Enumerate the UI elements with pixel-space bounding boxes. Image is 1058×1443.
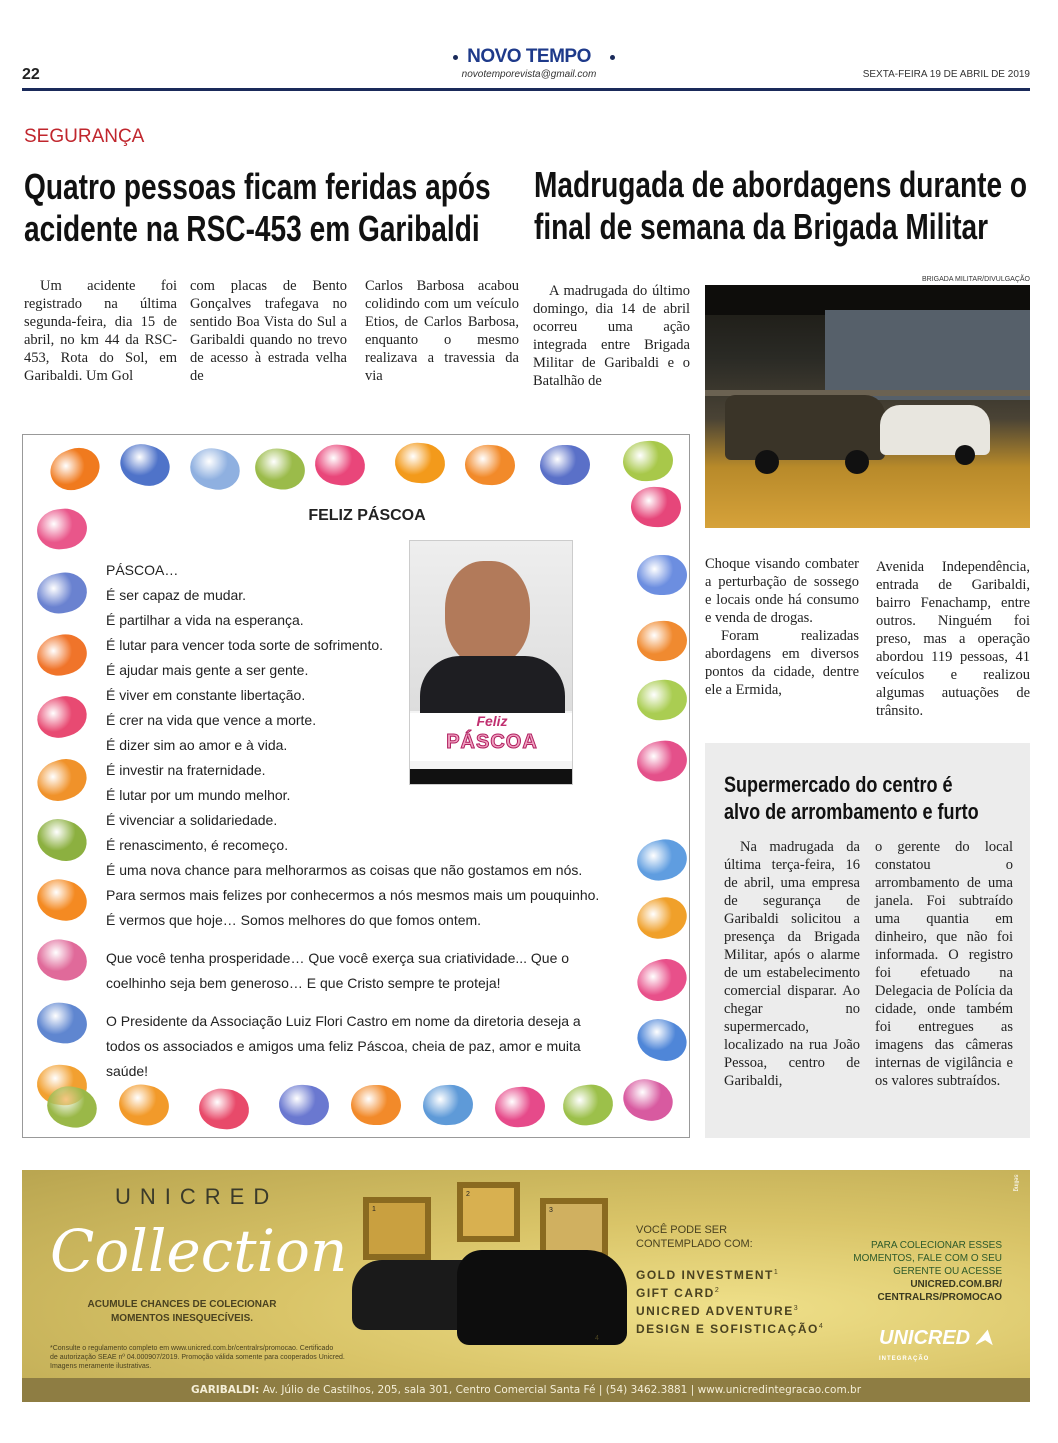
article3-col1 bbox=[724, 838, 860, 1090]
article2-col2 bbox=[876, 558, 1030, 720]
easter-egg-icon bbox=[32, 753, 92, 807]
prize-footnote: 3 bbox=[793, 1305, 800, 1312]
poem-line: É uma nova chance para melhorarmos as coisas que não gostamos em nós. bbox=[106, 862, 583, 878]
headline-line: Supermercado do centro é bbox=[724, 772, 953, 797]
intro-line: CONTEMPLADO COM: bbox=[636, 1238, 753, 1250]
easter-egg-icon bbox=[351, 1085, 402, 1126]
easter-egg-icon bbox=[197, 1086, 252, 1132]
prize-item bbox=[636, 1265, 824, 1283]
article2-lead bbox=[533, 282, 690, 390]
easter-egg-icon bbox=[622, 439, 675, 482]
poem-line: É ser capaz de mudar. bbox=[106, 587, 247, 603]
easter-egg-icon bbox=[312, 442, 367, 489]
prize-name: DESIGN E SOFISTICAÇÃO bbox=[636, 1322, 819, 1336]
paragraph: Um acidente foi registrado na última segunda-feira, dia 15 de abril, no km 44 da RSC-453, Rota do Sol, em Garibaldi. Um Gol bbox=[24, 278, 177, 384]
easter-egg-icon bbox=[45, 442, 106, 497]
easter-egg-icon bbox=[632, 1013, 690, 1067]
easter-wish bbox=[106, 946, 569, 996]
ad-brand-script: Collection bbox=[50, 1217, 348, 1285]
easter-egg-icon bbox=[33, 874, 92, 926]
ad-cta bbox=[853, 1239, 1002, 1304]
poem-line: É vermos que hoje… Somos melhores do que fomos ontem. bbox=[106, 912, 482, 928]
article1-col3 bbox=[365, 277, 519, 385]
poem-line: É vivenciar a solidariedade. bbox=[106, 812, 278, 828]
easter-egg-icon bbox=[116, 1081, 172, 1129]
poem-line: É ajudar mais gente a ser gente. bbox=[106, 662, 309, 678]
easter-egg-icon bbox=[636, 620, 688, 663]
gold-frame bbox=[457, 1182, 520, 1242]
disclaimer-line: *Consulte o regulamento completo em www.unicred.com.br/centralrs/promocao. Certificado bbox=[50, 1345, 334, 1352]
easter-egg-icon bbox=[635, 677, 689, 722]
paragraph: Foram realizadas abordagens em diversos pontos da cidade, dentre ele a Ermida, bbox=[705, 628, 859, 698]
poem-line: É viver em constante libertação. bbox=[106, 687, 306, 703]
prize-item bbox=[636, 1283, 824, 1301]
message-line: todos os associados e amigos uma feliz Páscoa, cheia de paz, amor e muita bbox=[106, 1038, 581, 1054]
easter-egg-icon bbox=[633, 892, 690, 944]
paragraph: o gerente do local constatou o arrombamento de uma janela. Foi subtraído uma quantia em dinheiro, que não foi informada. O registro foi efetuado na Delegacia de Polícia da cidade, onde também foi entregues as imagens das câmeras internas de vigilância e os valores subtraídos. bbox=[875, 839, 1013, 1089]
issue-date: SEXTA-FEIRA 19 DE ABRIL DE 2019 bbox=[862, 69, 1030, 80]
masthead-dot bbox=[453, 55, 458, 60]
logo-subtitle: INTEGRAÇÃO bbox=[879, 1356, 930, 1362]
police-photo bbox=[705, 285, 1030, 528]
prize-name: GIFT CARD bbox=[636, 1286, 715, 1300]
suv-image bbox=[457, 1250, 627, 1345]
paragraph: Choque visando combater a perturbação de sossego e locais onde há consumo e venda de drogas. bbox=[705, 556, 859, 626]
easter-egg-icon bbox=[560, 1082, 615, 1129]
easter-egg-icon bbox=[34, 999, 90, 1046]
headline-line: acidente na RSC-453 em Garibaldi bbox=[24, 208, 480, 249]
gold-frame bbox=[540, 1198, 608, 1258]
prize-intro bbox=[636, 1223, 753, 1251]
article3-box bbox=[705, 743, 1030, 1138]
ad-tagline bbox=[62, 1298, 302, 1326]
cta-url[interactable]: CENTRALRS/PROMOCAO bbox=[877, 1292, 1002, 1303]
prize-footnote: 2 bbox=[714, 1287, 721, 1294]
frame-number: 3 bbox=[549, 1207, 553, 1214]
poem-line: É lutar por um mundo melhor. bbox=[106, 787, 291, 803]
easter-egg-icon bbox=[252, 445, 309, 494]
article1-col1 bbox=[24, 277, 177, 385]
article1-col2 bbox=[190, 277, 347, 385]
easter-greeting-box bbox=[22, 434, 690, 1138]
cta-line: PARA COLECIONAR ESSES bbox=[871, 1240, 1002, 1251]
easter-egg-icon bbox=[540, 445, 591, 486]
paragraph: A madrugada do último domingo, dia 14 de abril ocorreu uma ação integrada entre Brigada Militar de Garibaldi e o Batalhão de bbox=[533, 283, 690, 389]
cta-line: MOMENTOS, FALE COM O SEU bbox=[853, 1253, 1002, 1264]
article1-headline bbox=[24, 166, 491, 250]
prize-footnote: 1 bbox=[773, 1269, 780, 1276]
prize-list bbox=[636, 1265, 824, 1337]
easter-egg-icon bbox=[33, 630, 91, 680]
masthead-brand: NOVO TEMPO bbox=[467, 46, 591, 67]
cta-url[interactable]: UNICRED.COM.BR/ bbox=[910, 1279, 1002, 1290]
article2-headline bbox=[534, 164, 1027, 248]
caption-line: PÁSCOA bbox=[446, 731, 538, 753]
intro-line: VOCÊ PODE SER bbox=[636, 1224, 728, 1236]
easter-egg-icon bbox=[632, 953, 690, 1006]
unicred-advertisement bbox=[22, 1170, 1030, 1402]
easter-egg-icon bbox=[115, 439, 175, 492]
easter-egg-icon bbox=[493, 1085, 546, 1129]
easter-egg-icon bbox=[634, 737, 690, 784]
paragraph: Carlos Barbosa acabou colidindo com um veículo Etios, de Carlos Barbosa, enquanto o mesmo realizava a travessia da via bbox=[365, 278, 519, 384]
wish-line: Que você tenha prosperidade… Que você exerça sua criatividade... Que o bbox=[106, 950, 570, 966]
paragraph: com placas de Bento Gonçalves trafegava no sentido Boa Vista do Sul a Garibaldi quando no trevo de acesso à estrada velha de bbox=[190, 278, 347, 384]
easter-egg-icon bbox=[32, 813, 92, 866]
poem-line: É partilhar a vida na esperança. bbox=[106, 612, 304, 628]
prize-item bbox=[636, 1301, 824, 1319]
ad-brand-small: UNICRED bbox=[115, 1184, 279, 1209]
caption-line: Feliz bbox=[476, 713, 508, 729]
easter-egg-icon bbox=[637, 555, 687, 595]
tagline-line: ACUMULE CHANCES DE COLECIONAR bbox=[87, 1299, 277, 1310]
paragraph: Avenida Independência, entrada de Garibaldi, bairro Fenachamp, entre outros. Ninguém foi preso, mas a operação abordou 119 pessoas, 41 veículos e realizou algumas autuações de trânsito. bbox=[876, 559, 1030, 719]
page-number: 22 bbox=[22, 66, 40, 83]
poem-line: É investir na fraternidade. bbox=[106, 762, 266, 778]
easter-egg-icon bbox=[618, 1074, 677, 1126]
easter-egg-icon bbox=[32, 691, 91, 743]
prize-name: GOLD INVESTMENT bbox=[636, 1268, 774, 1282]
poem-line: PÁSCOA… bbox=[106, 562, 179, 578]
poem-line: Para sermos mais felizes por conhecermos a nós mesmos mais um pouquinho. bbox=[106, 887, 600, 903]
header-rule bbox=[22, 88, 1030, 91]
frame-number: 2 bbox=[466, 1191, 470, 1198]
president-portrait bbox=[409, 540, 573, 785]
feliz-pascoa-graphic bbox=[410, 713, 573, 761]
message-line: O Presidente da Associação Luiz Flori Castro em nome da diretoria deseja a bbox=[106, 1013, 581, 1029]
disclaimer-line: Imagens meramente ilustrativas. bbox=[50, 1363, 152, 1370]
easter-egg-icon bbox=[393, 441, 446, 485]
disclaimer-line: de autorização SEAE nº 04.000907/2019. Promoção válida somente para cooperados Unicred. bbox=[50, 1354, 345, 1361]
headline-line: Madrugada de abordagens durante o bbox=[534, 164, 1028, 205]
easter-egg-icon bbox=[464, 444, 515, 486]
footer-address: Av. Júlio de Castilhos, 205, sala 301, Centro Comercial Santa Fé | (54) 3462.3881 | www.unicredintegracao.com.br bbox=[259, 1384, 862, 1396]
cta-line: GERENTE OU ACESSE bbox=[893, 1266, 1002, 1277]
frame-number: 4 bbox=[595, 1335, 599, 1342]
article3-headline bbox=[724, 771, 979, 825]
easter-egg-icon bbox=[633, 835, 690, 885]
poem-line: É renascimento, é recomeço. bbox=[106, 837, 289, 853]
easter-egg-icon bbox=[34, 569, 90, 617]
article2-col1 bbox=[705, 555, 859, 699]
frame-number: 1 bbox=[372, 1206, 376, 1213]
headline-line: final de semana da Brigada Militar bbox=[534, 206, 989, 247]
poem-line: É dizer sim ao amor e à vida. bbox=[106, 737, 288, 753]
easter-title: FELIZ PÁSCOA bbox=[308, 507, 426, 524]
wish-line: coelhinho seja bem generoso… E que Cristo sempre te proteja! bbox=[106, 975, 501, 991]
photo-credit: BRIGADA MILITAR/DIVULGAÇÃO bbox=[921, 276, 1030, 283]
easter-message bbox=[106, 1009, 581, 1084]
masthead-email: novotemporevista@gmail.com bbox=[461, 69, 597, 80]
tagline-line: MOMENTOS INESQUECÍVEIS. bbox=[110, 1313, 254, 1324]
masthead-dot bbox=[610, 55, 615, 60]
gold-frame bbox=[363, 1197, 431, 1260]
paragraph: Na madrugada da última terça-feira, 16 de abril, uma empresa de segurança de Garibaldi solicitou a presença da Brigada Militar, após o alarme de um estabelecimento comercial disparar. Ao chegar no supermercado, localizado na rua João Pessoa, centro de Garibaldi, bbox=[724, 839, 860, 1089]
prize-item bbox=[636, 1319, 824, 1337]
agency-mark: selling bbox=[1012, 1174, 1019, 1192]
headline-line: alvo de arrombamento e furto bbox=[724, 799, 979, 824]
prize-footnote: 4 bbox=[818, 1323, 825, 1330]
message-line: saúde! bbox=[106, 1063, 149, 1079]
easter-egg-icon bbox=[278, 1083, 331, 1126]
ad-footer-bar bbox=[22, 1378, 1030, 1402]
easter-egg-icon bbox=[186, 444, 244, 495]
article3-col2 bbox=[875, 838, 1013, 1090]
easter-egg-icon bbox=[422, 1084, 473, 1126]
poem-line: É crer na vida que vence a morte. bbox=[106, 712, 317, 728]
headline-line: Quatro pessoas ficam feridas após bbox=[24, 166, 491, 207]
easter-egg-icon bbox=[33, 935, 90, 985]
footer-city: GARIBALDI: bbox=[190, 1384, 260, 1396]
section-label: SEGURANÇA bbox=[24, 126, 145, 147]
logo-text: UNICRED bbox=[879, 1327, 971, 1349]
poem-line: É lutar para vencer toda sorte de sofrimento. bbox=[106, 637, 384, 653]
unicred-logo: UNICRED ⮝ bbox=[879, 1327, 993, 1349]
ad-disclaimer bbox=[50, 1344, 345, 1371]
prize-name: UNICRED ADVENTURE bbox=[636, 1304, 794, 1318]
